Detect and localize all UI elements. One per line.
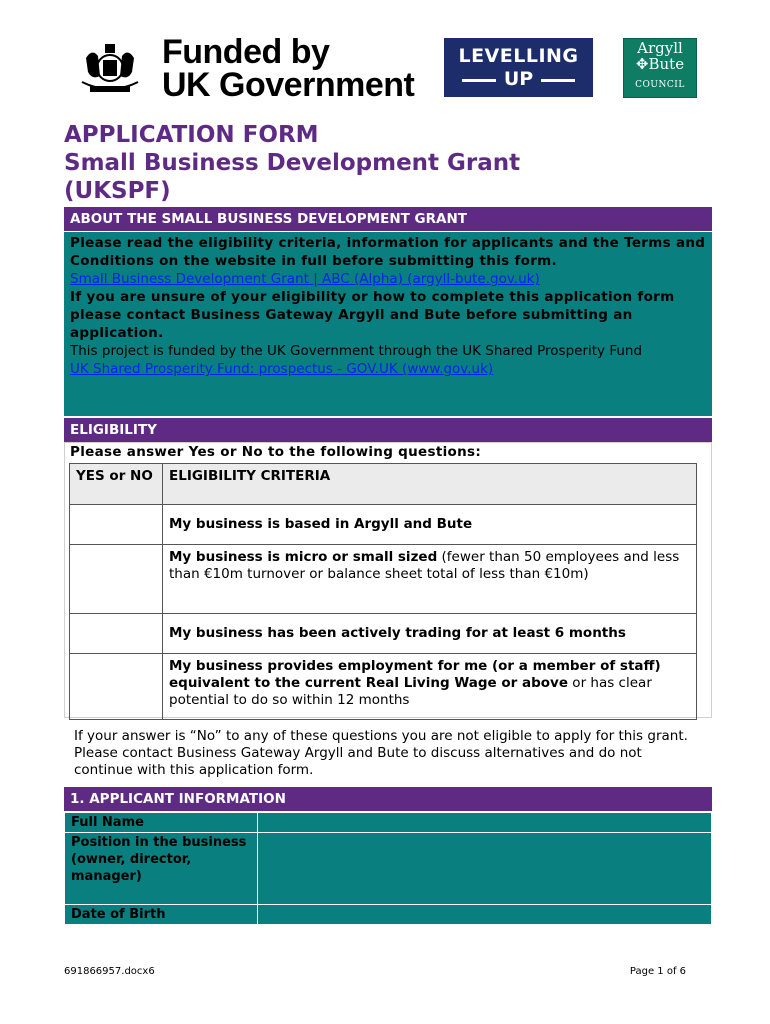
date-of-birth-field[interactable] <box>258 905 712 925</box>
royal-coat-of-arms-icon <box>72 38 148 100</box>
table-row <box>70 505 697 545</box>
about-section-heading: ABOUT THE SMALL BUSINESS DEVELOPMENT GRANT <box>64 207 712 231</box>
funded-line2: UK Government <box>162 66 415 104</box>
logo-rule-right <box>541 79 575 82</box>
levelling-up-line2: UP <box>503 68 534 90</box>
footer-page-number: Page 1 of 6 <box>629 966 686 977</box>
argyll-bute-council-logo <box>623 38 697 98</box>
ineligibility-note: If your answer is “No” to any of these questions you are not eligible to apply for this grant. Please contact Business Gateway Argyll and Bute to discuss alternatives and do not continue with this application form. <box>74 728 688 778</box>
criteria-bold-text: My business is based in Argyll and Bute <box>169 516 473 532</box>
full-name-field[interactable] <box>258 813 712 833</box>
criteria-normal-text: (fewer than 50 employees and less than €10m turnover or balance sheet total of less than €10m) <box>169 549 680 582</box>
answer-cell-based-in-argyll[interactable] <box>70 505 163 545</box>
eligibility-instruction: Please answer Yes or No to the following questions: <box>70 444 482 460</box>
answer-cell-micro-small[interactable] <box>70 545 163 614</box>
table-row <box>70 545 697 614</box>
date-of-birth-label: Date of Birth <box>65 905 258 925</box>
funded-by-uk-government-logo <box>162 33 415 104</box>
ukspf-prospectus-link[interactable]: UK Shared Prosperity Fund: prospectus - GOV.UK (www.gov.uk) <box>70 361 494 377</box>
eligibility-table-header <box>70 464 697 505</box>
eligibility-heading: ELIGIBILITY <box>64 418 712 442</box>
criteria-cell <box>163 654 697 720</box>
position-field[interactable] <box>258 833 712 905</box>
table-row <box>70 614 697 654</box>
about-contact-text: If you are unsure of your eligibility or how to complete this application form please contact Business Gateway Argyll and Bute before submitting an application. <box>70 289 675 341</box>
position-label: Position in the business (owner, director, manager) <box>65 833 258 905</box>
levelling-up-line1: LEVELLING <box>458 45 579 67</box>
table-row <box>65 905 712 925</box>
criteria-normal-text: or has clear potential to do so within 12 months <box>169 675 652 708</box>
yes-no-column-header: YES or NO <box>70 464 163 505</box>
grant-webpage-link[interactable]: Small Business Development Grant | ABC (Alpha) (argyll-bute.gov.uk) <box>70 271 540 287</box>
form-subtitle: Small Business Development Grant <box>64 150 521 176</box>
about-funding-text: This project is funded by the UK Government through the UK Shared Prosperity Fund <box>70 343 643 359</box>
funded-line1: Funded by <box>162 33 330 71</box>
form-title: APPLICATION FORM <box>64 122 319 148</box>
applicant-information-table <box>64 812 712 925</box>
eligibility-table <box>69 463 697 720</box>
form-subtitle-scheme: (UKSPF) <box>64 178 171 204</box>
about-section-body <box>64 232 712 416</box>
answer-cell-living-wage[interactable] <box>70 654 163 720</box>
council-line3: COUNCIL <box>635 80 685 90</box>
table-row <box>65 813 712 833</box>
council-line2: ✥Bute <box>635 55 685 73</box>
thistle-cross-icon: ✥ <box>635 55 649 73</box>
answer-cell-trading-6-months[interactable] <box>70 614 163 654</box>
table-row <box>65 833 712 905</box>
about-read-criteria-text: Please read the eligibility criteria, information for applicants and the Terms and Conditions on the website in full before submitting this form. <box>70 235 706 269</box>
criteria-column-header: ELIGIBILITY CRITERIA <box>163 464 697 505</box>
council-line1: Argyll <box>637 39 683 57</box>
criteria-bold-text: My business is micro or small sized <box>169 549 438 565</box>
footer-filename: 691866957.docx6 <box>64 966 155 977</box>
criteria-cell <box>163 614 697 654</box>
applicant-information-heading: 1. APPLICANT INFORMATION <box>64 787 712 811</box>
criteria-bold-text: My business provides employment for me (or a member of staff) equivalent to the current Real Living Wage or above <box>169 658 661 691</box>
criteria-cell <box>163 505 697 545</box>
table-row <box>70 654 697 720</box>
criteria-cell <box>163 545 697 614</box>
full-name-label: Full Name <box>65 813 258 833</box>
levelling-up-logo <box>444 38 593 97</box>
criteria-bold-text: My business has been actively trading for at least 6 months <box>169 625 626 641</box>
